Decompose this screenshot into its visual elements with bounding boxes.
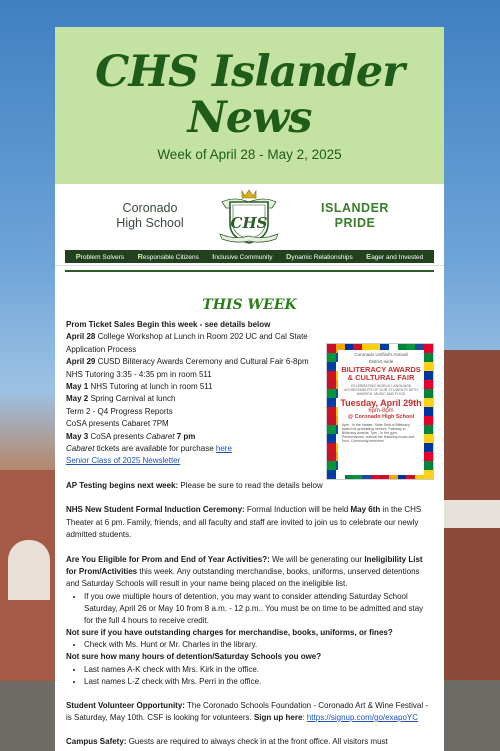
motto-item: Inclusive Community — [212, 252, 273, 261]
crest-letters: CHS — [230, 214, 268, 232]
motto-item: Dynamic Relationships — [285, 252, 353, 261]
section-divider — [65, 270, 434, 272]
school-name: Coronado High School — [116, 201, 184, 230]
prom-sales-heading: Prom Ticket Sales Begin this week - see details below — [66, 320, 271, 329]
newsletter-body — [55, 297, 444, 749]
title-line-1: CHS Islander — [95, 47, 404, 97]
cabaret-tickets-link[interactable]: here — [215, 444, 232, 454]
biliteracy-flyer-image[interactable] — [326, 343, 434, 480]
motto-item: Problem Solvers — [75, 252, 125, 261]
detention-list — [84, 591, 433, 627]
school-crest-logo — [216, 188, 282, 246]
motto-bar — [65, 250, 434, 263]
background-building-right — [444, 350, 500, 680]
motto-item: Responsible Citizens — [137, 252, 199, 261]
volunteer-signup-link[interactable]: https://signup.com/go/exapoYC — [306, 712, 419, 722]
list-item: • Check with Ms. Hunt or Mr. Charles in the library. — [84, 639, 433, 651]
volunteer-notice: Student Volunteer Opportunity: The Coronado Schools Foundation - Coronado Art & Wine Festival - is Saturday, May 10th. CSF is looking for volunteers. Sign up here: https://signup.com/go/exapoYC — [66, 700, 429, 722]
prom-eligibility-notice: Are You Eligible for Prom and End of Year Activities?: We will be generating our Ineligibility List for Prom/Activities this week. Any outstanding merchandise, books, uniforms, unserved detentions and Saturday Schools will result in your name being placed on the ineligible list. — [66, 554, 423, 589]
list-item: • Last names L-Z check with Mrs. Perri in the office. — [84, 676, 433, 688]
flyer-head: Coronado Unified's Annual — [354, 352, 408, 357]
detention-question: Not sure how many hours of detention/Saturday Schools you owe? — [66, 652, 322, 662]
school-banner — [55, 184, 444, 266]
this-week-list: Prom Ticket Sales Begin this week - see details below April 28 College Workshop at Lunch in Room 202 UC and Cal State Application Process April 29 CUSD Biliteracy Awards Ceremony and Cultural Fair 6-8pm NHS Tutoring 3:35 - 4:35 pm in room 511 May 1 NHS Tutoring at lunch in room 511 May 2 Spring Carnival at lunch Term 2 - Q4 Progress Reports CoSA presents Cabaret 7PM May 3 CoSA presents Cabaret 7 pm Cabaret tickets are available for purchase here Senior Class of 2025 Newsletter — [66, 320, 309, 466]
list-item: • If you owe multiple hours of detention, you may want to consider attending Saturday School Saturday, April 26 or May 10 from 8 a.m. - 12 p.m.. You must be on time to be admitted and stay for the full 4 hours to receive credit. — [84, 591, 433, 627]
ap-testing-notice: AP Testing begins next week: Please be sure to read the details below — [66, 480, 323, 490]
newsletter-header — [55, 27, 444, 184]
charges-question: Not sure if you have outstanding charges for merchandise, books, uniforms, or fines? — [66, 627, 393, 637]
senior-newsletter-link[interactable]: Senior Class of 2025 Newsletter — [66, 456, 181, 466]
flyer-time: 6pm-8pm — [368, 408, 394, 414]
flyer-sub: District-wide — [368, 359, 394, 364]
newsletter-week: Week of April 28 - May 2, 2025 — [157, 147, 342, 162]
flyer-date: Tuesday, April 29th — [340, 398, 422, 408]
nhs-induction-notice: NHS New Student Formal Induction Ceremony: Formal Induction will be held May 6th in the CHS Theater at 6 pm. Family, friends, and all faculty and staff are invited to join us to celebrate our newly admitted students. — [66, 505, 422, 540]
background-building-left — [0, 470, 58, 690]
campus-safety-notice: Campus Safety: Guests are required to always check in at the front office. All visitors must — [66, 737, 388, 747]
this-week-heading: THIS WEEK — [202, 297, 297, 313]
motto-item: Eager and Invested — [366, 252, 424, 261]
newsletter-card — [55, 27, 444, 751]
newsletter-title — [55, 49, 444, 141]
flyer-place: @ Coronado High School — [347, 414, 415, 420]
list-item: • Last names A-K check with Mrs. Kirk in the office. — [84, 664, 433, 676]
flyer-details: 6pm - In the theater: State Seal of Biliteracy award for graduating seniors. Pathway to Biliteracy awards. 7pm - In the gym: Performances, cultural fair featuring music and food. Community welcome! — [342, 423, 415, 443]
title-line-2: News — [187, 93, 312, 143]
flyer-tagline: CELEBRATING WORLD LANGUAGE ACHIEVEMENTS OF OUR STUDENTS WITH AWARDS, MUSIC AND FOOD — [344, 384, 418, 396]
flyer-title: BILITERACY AWARDS & CULTURAL FAIR — [341, 365, 421, 382]
islander-pride: ISLANDER PRIDE — [321, 201, 389, 230]
